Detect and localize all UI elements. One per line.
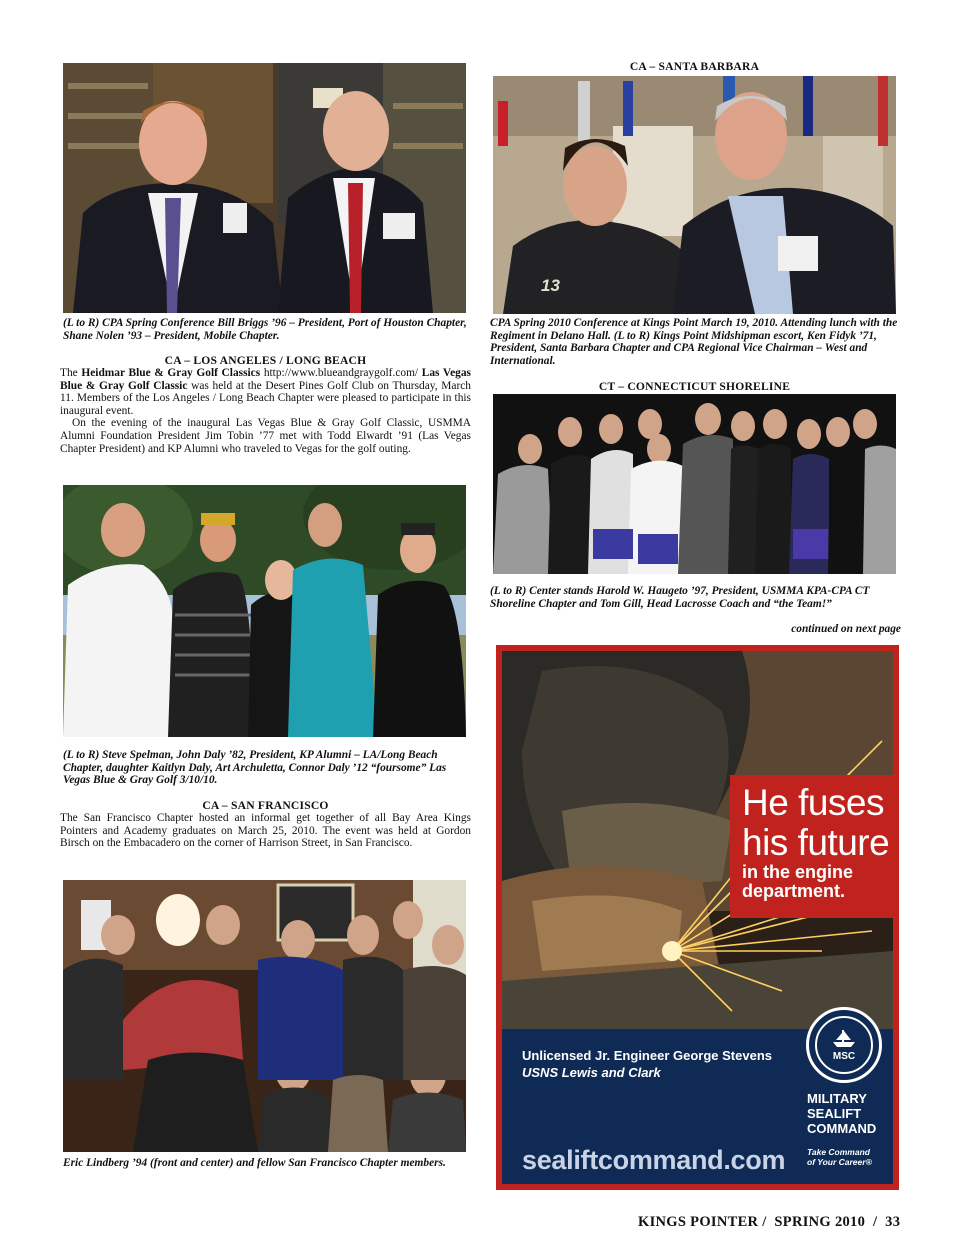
caption-golf: (L to R) Steve Spelman, John Daly ’82, President, KP Alumni – LA/Long Beach Chapter, daughter Kaitlyn Daly, Art Archuletta, Connor Daly ’12 “foursome” Las Vegas Blue & Gray Golf 3/10/10. bbox=[63, 749, 447, 786]
ad-headline-line2: his future bbox=[742, 822, 890, 863]
caption-houston: (L to R) CPA Spring Conference Bill Briggs ’96 – President, Port of Houston Chapter, Shane Nolen ’93 – President, Mobile Chapter. bbox=[63, 317, 467, 342]
heading-los-angeles: CA – LOS ANGELES / LONG BEACH bbox=[164, 354, 367, 367]
caption-santa-barbara: CPA Spring 2010 Conference at Kings Point March 19, 2010. Attending lunch with the Regiment in Delano Hall. (L to R) Kings Point Midshipman escort, Ken Fidyk ’71, President, Santa Barbara Chapter and CPA Regional Vice Chairman – West and International. bbox=[490, 317, 898, 367]
msc-org-name bbox=[807, 1091, 876, 1136]
ad-headline-box bbox=[730, 775, 893, 918]
page-footer: KINGS POINTER / SPRING 2010 / 33 bbox=[638, 1214, 901, 1230]
photo-connecticut-team bbox=[493, 394, 896, 574]
article-san-francisco bbox=[60, 812, 471, 850]
org-line1: MILITARY bbox=[807, 1091, 867, 1106]
ad-headline-line1: He fuses bbox=[742, 782, 885, 823]
article-los-angeles bbox=[60, 367, 471, 455]
msc-tagline bbox=[807, 1147, 872, 1167]
photo-santa-barbara bbox=[493, 76, 896, 314]
ad-image bbox=[502, 651, 893, 1184]
tagline-line2: of Your Career® bbox=[807, 1157, 872, 1167]
ad-subhead bbox=[742, 863, 853, 901]
msc-logo bbox=[806, 1007, 882, 1083]
photo-san-francisco-chapter bbox=[63, 880, 466, 1152]
caption-san-francisco: Eric Lindberg ’94 (front and center) and fellow San Francisco Chapter members. bbox=[63, 1157, 446, 1169]
org-line2: SEALIFT bbox=[807, 1106, 862, 1121]
org-line3: COMMAND bbox=[807, 1121, 877, 1136]
ship-icon bbox=[831, 1028, 857, 1048]
heading-connecticut: CT – CONNECTICUT SHORELINE bbox=[598, 380, 791, 393]
ad-headline bbox=[742, 783, 889, 863]
paragraph-la-1: The Heidmar Blue & Gray Golf Classics http://www.blueandgraygolf.com/ Las Vegas Blue & Gray Golf Classic was held at the Desert Pines Golf Club on Thursday, March 11. Members of the Los Angeles / Long Beach Chapter were pleased to participate in this inaugural event. bbox=[60, 367, 471, 417]
ad-ship-name: USNS Lewis and Clark bbox=[522, 1065, 661, 1080]
continued-note: continued on next page bbox=[791, 623, 901, 635]
photo-golf-foursome bbox=[63, 485, 466, 737]
tagline-line1: Take Command bbox=[807, 1147, 870, 1157]
caption-connecticut: (L to R) Center stands Harold W. Haugeto ’97, President, USMMA KPA-CPA CT Shoreline Chapter and Tom Gill, Head Lacrosse Coach and “the Team!” bbox=[490, 585, 870, 610]
ad-person-info bbox=[522, 1047, 772, 1081]
ad-person-name: Unlicensed Jr. Engineer George Stevens bbox=[522, 1048, 772, 1063]
paragraph-la-2: On the evening of the inaugural Las Vegas Blue & Gray Golf Classic, USMMA Alumni Foundation President Jim Tobin ’77 met with Todd Elwardt ’91 (Las Vegas Chapter President) and KP Alumni who traveled to Vegas for the golf outing. bbox=[60, 417, 471, 455]
msc-logo-text: MSC bbox=[832, 1051, 856, 1062]
ad-website-link[interactable]: sealiftcommand.com bbox=[522, 1145, 786, 1175]
jersey-number: 13 bbox=[541, 276, 560, 295]
photo-houston-conference bbox=[63, 63, 466, 313]
ad-subhead-line1: in the engine bbox=[742, 862, 854, 882]
msc-advertisement[interactable] bbox=[496, 645, 899, 1190]
heading-santa-barbara: CA – SANTA BARBARA bbox=[629, 60, 760, 73]
paragraph-sf-1: The San Francisco Chapter hosted an informal get together of all Bay Area Kings Pointers and Academy graduates on March 25, 2010. The event was held at Gordon Birsch on the Embacadero on the corner of Harrison Street, in San Francisco. bbox=[60, 812, 471, 850]
ad-subhead-line2: department. bbox=[742, 881, 846, 901]
heading-san-francisco: CA – SAN FRANCISCO bbox=[202, 799, 329, 812]
msc-logo-ring bbox=[815, 1016, 873, 1074]
